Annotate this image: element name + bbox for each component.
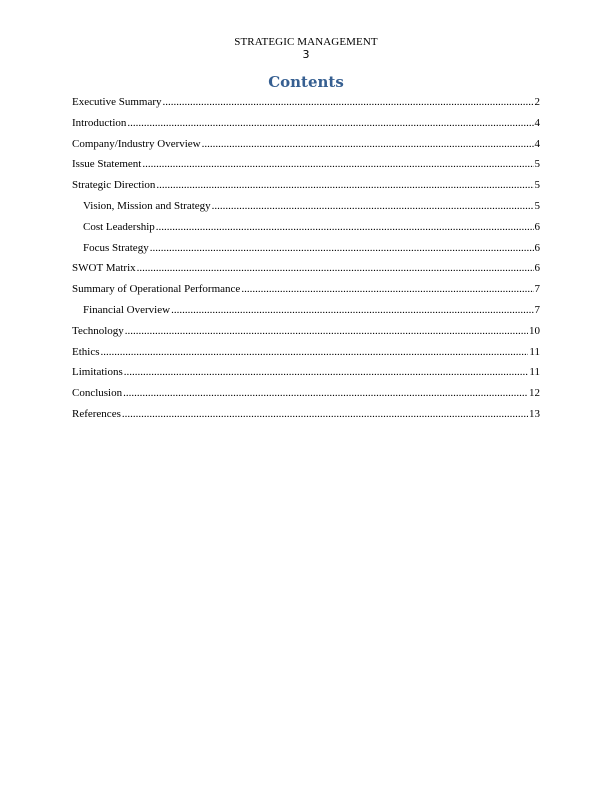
toc-entry-label: Issue Statement bbox=[72, 158, 142, 171]
page-header bbox=[0, 36, 612, 61]
toc-dot-leader bbox=[125, 321, 528, 342]
toc-dot-leader bbox=[163, 92, 534, 113]
toc-dot-leader bbox=[202, 134, 534, 155]
toc-entry-label: Technology bbox=[72, 324, 124, 337]
toc-dot-leader bbox=[122, 404, 528, 425]
toc-dot-leader bbox=[101, 342, 529, 363]
toc-entry-page: 4 bbox=[534, 116, 540, 129]
toc-entry-cost-leadership[interactable] bbox=[72, 217, 540, 238]
toc-entry-page: 12 bbox=[529, 387, 540, 400]
toc-entry-page: 6 bbox=[534, 262, 540, 275]
toc-dot-leader bbox=[171, 300, 533, 321]
toc-entry-page: 11 bbox=[529, 345, 540, 358]
toc-entry-label: Vision, Mission and Strategy bbox=[83, 199, 211, 212]
toc-dot-leader bbox=[156, 175, 533, 196]
toc-dot-leader bbox=[150, 238, 534, 259]
toc-entry-label: Executive Summary bbox=[72, 96, 162, 108]
toc-entry-executive-summary[interactable] bbox=[72, 92, 540, 113]
toc-entry-page: 6 bbox=[534, 220, 540, 233]
toc-entry-references[interactable] bbox=[72, 404, 540, 425]
toc-entry-page: 11 bbox=[529, 366, 540, 379]
toc-entry-label: SWOT Matrix bbox=[72, 262, 136, 275]
toc-entry-label: Ethics bbox=[72, 345, 100, 358]
toc-entry-page: 7 bbox=[534, 303, 540, 316]
toc-dot-leader bbox=[124, 362, 529, 383]
toc-entry-summary-operational-performance[interactable] bbox=[72, 279, 540, 300]
toc-entry-vision-mission-strategy[interactable] bbox=[72, 196, 540, 217]
toc-entry-label: Introduction bbox=[72, 116, 127, 129]
toc-entry-label: Limitations bbox=[72, 366, 123, 379]
toc-dot-leader bbox=[212, 196, 534, 217]
toc-entry-label: Focus Strategy bbox=[83, 241, 149, 254]
toc-entry-conclusion[interactable] bbox=[72, 383, 540, 404]
toc-dot-leader bbox=[127, 113, 533, 134]
toc-entry-page: 7 bbox=[534, 283, 540, 296]
toc-entry-focus-strategy[interactable] bbox=[72, 238, 540, 259]
toc-entry-page: 5 bbox=[534, 199, 540, 212]
toc-entry-financial-overview[interactable] bbox=[72, 300, 540, 321]
toc-dot-leader bbox=[142, 154, 533, 175]
page-number: 3 bbox=[302, 48, 310, 61]
toc-entry-page: 5 bbox=[534, 179, 540, 192]
toc-dot-leader bbox=[123, 383, 528, 404]
toc-entry-label: References bbox=[72, 407, 121, 420]
toc-entry-label: Conclusion bbox=[72, 387, 123, 400]
toc-entry-page: 13 bbox=[529, 407, 540, 420]
toc-entry-page: 2 bbox=[534, 96, 540, 108]
toc-entry-introduction[interactable] bbox=[72, 113, 540, 134]
toc-dot-leader bbox=[156, 217, 534, 238]
toc-entry-page: 6 bbox=[534, 241, 540, 254]
toc-entry-issue-statement[interactable] bbox=[72, 154, 540, 175]
toc-entry-page: 5 bbox=[534, 158, 540, 171]
toc-heading: Contents bbox=[268, 73, 344, 91]
toc-entry-label: Company/Industry Overview bbox=[72, 137, 201, 150]
toc-entry-page: 4 bbox=[534, 137, 540, 150]
running-head-title: STRATEGIC MANAGEMENT bbox=[234, 36, 378, 48]
toc-entry-label: Summary of Operational Performance bbox=[72, 283, 241, 296]
toc-entry-page: 10 bbox=[529, 324, 540, 337]
toc-entry-label: Strategic Direction bbox=[72, 179, 156, 192]
toc-entry-ethics[interactable] bbox=[72, 342, 540, 363]
toc-entry-limitations[interactable] bbox=[72, 362, 540, 383]
toc-entry-swot-matrix[interactable] bbox=[72, 258, 540, 279]
table-of-contents bbox=[72, 92, 540, 425]
toc-dot-leader bbox=[241, 279, 533, 300]
toc-entry-technology[interactable] bbox=[72, 321, 540, 342]
toc-entry-company-industry-overview[interactable] bbox=[72, 134, 540, 155]
toc-entry-label: Financial Overview bbox=[83, 303, 171, 316]
toc-dot-leader bbox=[137, 258, 534, 279]
toc-entry-label: Cost Leadership bbox=[83, 220, 155, 233]
toc-entry-strategic-direction[interactable] bbox=[72, 175, 540, 196]
